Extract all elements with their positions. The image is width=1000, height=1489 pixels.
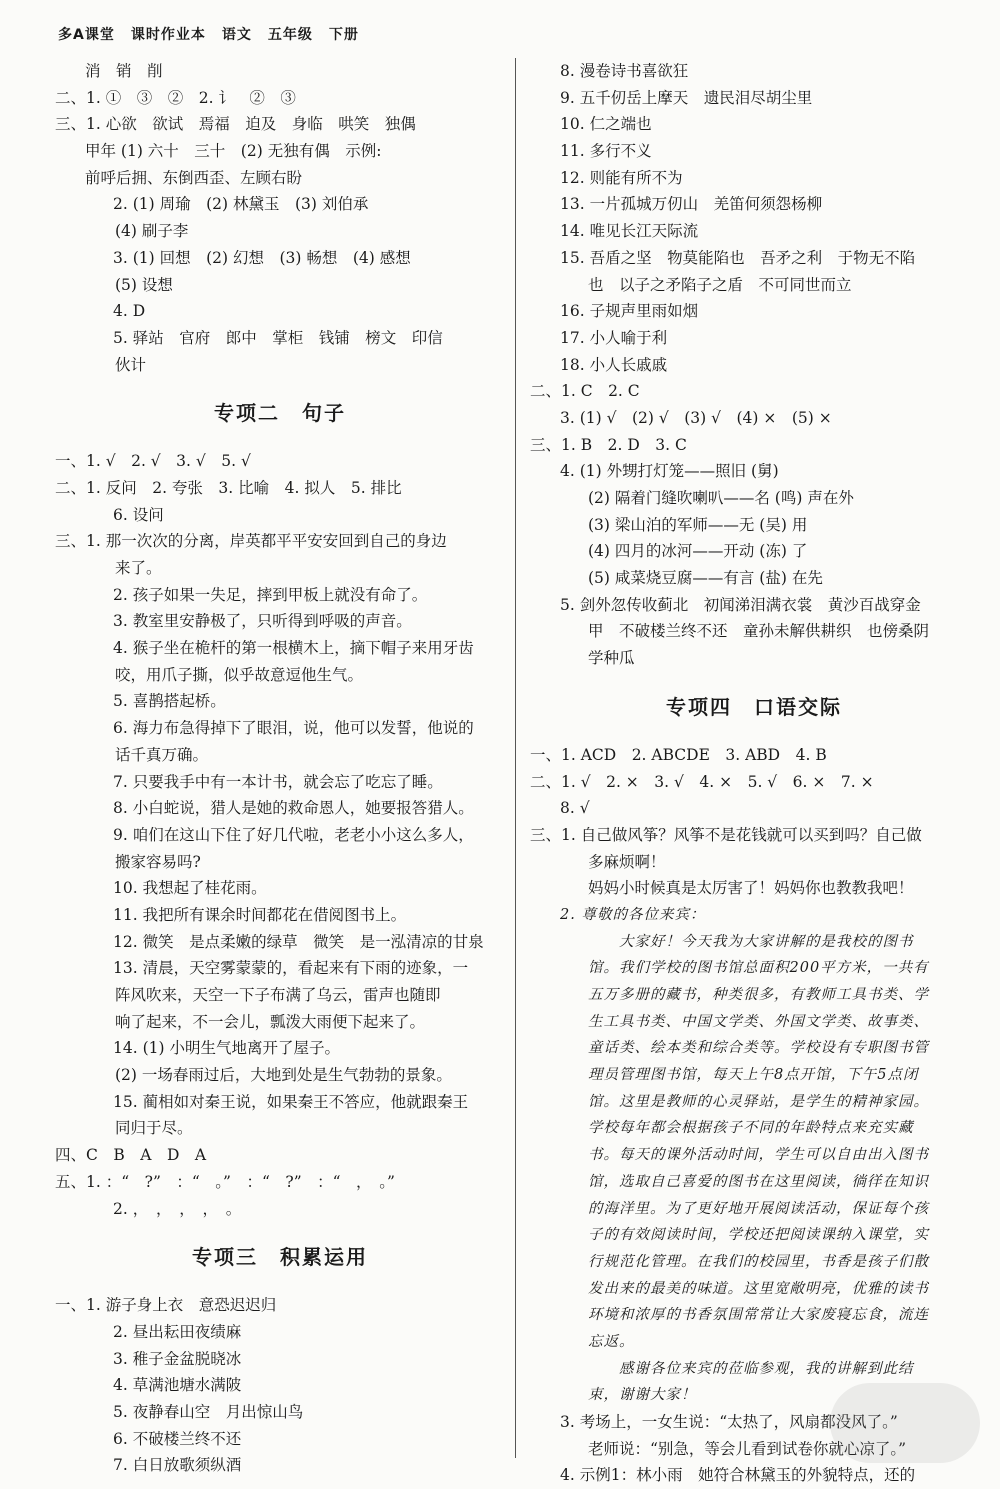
answer-line: 子的有效阅读时间，学校还把阅读课纳入课堂，实 <box>588 1227 929 1244</box>
answer-line: 发出来的最美的味道。这里宽敞明亮，优雅的读书 <box>588 1280 929 1297</box>
column-divider <box>515 58 516 1458</box>
answer-line: 14. (1) 小明生气地离开了屋子。 <box>113 1039 340 1058</box>
answer-line: 三、1. 心欲 欲试 焉福 迫及 身临 哄笑 独偶 <box>55 115 416 134</box>
answer-line: 也 以子之矛陷子之盾 不可同世而立 <box>588 275 852 294</box>
answer-line: 三、1. 自己做风筝？风筝不是花钱就可以买到吗？自己做 <box>530 825 922 844</box>
answer-line: 10. 仁之端也 <box>560 115 652 134</box>
answer-line: 8. 小白蛇说，猎人是她的救命恩人，她要报答猎人。 <box>113 799 474 818</box>
answer-line: 甲 不破楼兰终不还 童孙未解供耕织 也傍桑阴 <box>588 622 930 641</box>
answer-line: 6. 设问 <box>113 505 164 524</box>
answer-line: 10. 我想起了桂花雨。 <box>113 879 267 898</box>
answer-line: 馆。这里是教师的心灵驿站，是学生的精神家园。 <box>588 1093 929 1110</box>
answer-line: 2. 尊敬的各位来宾： <box>560 906 706 923</box>
answer-line: 4. 猴子坐在桅杆的第一根横木上，摘下帽子来用牙齿 <box>113 639 474 658</box>
answer-line: 15. 吾盾之坚 物莫能陷也 吾矛之利 于物无不陷 <box>560 248 916 267</box>
answer-line: 9. 五千仞岳上摩天 遗民泪尽胡尘里 <box>560 88 813 107</box>
answer-line: 3. (1) √ (2) √ (3) √ (4) × (5) × <box>560 408 832 427</box>
answer-line: 13. 清晨，天空雾蒙蒙的，看起来有下雨的迹象，一 <box>113 959 469 978</box>
answer-line: 3. 教室里安静极了，只听得到呼吸的声音。 <box>113 612 412 631</box>
answer-line: 多麻烦啊！ <box>588 852 666 871</box>
answer-line: 阵风吹来，天空一下子布满了乌云，雷声也随即 <box>115 986 441 1004</box>
answer-line: (5) 设想 <box>115 275 173 294</box>
answer-line: 童话类、绘本类和综合类等。学校设有专职图书管 <box>588 1040 929 1057</box>
header-item: 语文 <box>221 27 252 43</box>
answer-line: (4) 刷子李 <box>115 222 189 241</box>
left-column <box>55 58 505 1479</box>
answer-line: 老师说：“别急，等会儿看到试卷你就心凉了。” <box>588 1439 907 1458</box>
answer-line: 7. 白日放歌须纵酒 <box>113 1456 242 1475</box>
answer-line: 4. (1) 外甥打灯笼——照旧 (舅) <box>560 462 779 481</box>
answer-line: 感谢各位来宾的莅临参观，我的讲解到此结 <box>588 1360 914 1377</box>
answer-line: 前呼后拥、东倒西歪、左顾右盼 <box>85 168 303 187</box>
answer-line: 4. D <box>113 302 146 321</box>
answer-line: 3. 考场上，一女生说：“太热了，风扇都没风了。” <box>560 1413 898 1431</box>
answer-line: 书。每天的课外活动时间，学生可以自由出入图书 <box>588 1147 929 1164</box>
section-heading: 专项三 积累运用 <box>192 1245 368 1270</box>
answer-line: 4. 示例1：林小雨 她符合林黛玉的外貌特点，还的 <box>560 1466 916 1485</box>
answer-line: 消 销 削 <box>85 62 163 80</box>
answer-line: 来了。 <box>115 559 162 577</box>
answer-line: 搬家容易吗? <box>115 852 201 871</box>
answer-line: 5. 夜静春山空 月出惊山鸟 <box>113 1402 304 1421</box>
watermark-stamp <box>830 1383 980 1463</box>
answer-line: 五万多册的藏书，种类很多，有教师工具书类、学 <box>588 987 929 1003</box>
answer-line: 4. 草满池塘水满陂 <box>113 1376 242 1395</box>
header-item: 五年级 <box>267 27 313 43</box>
answer-line: 6. 不破楼兰终不还 <box>113 1429 242 1448</box>
answer-line: 一、1. 游子身上衣 意恐迟迟归 <box>55 1296 277 1315</box>
answer-line: (4) 四月的冰河——开动 (冻) 了 <box>588 542 808 561</box>
answer-line: (5) 咸菜烧豆腐——有言 (盐) 在先 <box>588 569 823 588</box>
answer-line: 响了起来，不一会儿，瓢泼大雨便下起来了。 <box>115 1012 426 1031</box>
answer-line: 2. 孩子如果一失足，摔到甲板上就没有命了。 <box>113 585 428 604</box>
answer-line: (2) 隔着门缝吹喇叭——名 (鸣) 声在外 <box>588 489 854 507</box>
answer-line: 16. 子规声里雨如烟 <box>560 302 699 321</box>
answer-line: 14. 唯见长江天际流 <box>560 222 699 241</box>
answer-line: 伙计 <box>115 355 147 374</box>
answer-line: 11. 我把所有课余时间都花在借阅图书上。 <box>113 905 407 924</box>
answer-line: 忘返。 <box>588 1333 635 1350</box>
answer-line: 11. 多行不义 <box>560 142 652 161</box>
answer-line: 四、C B A D A <box>55 1146 207 1165</box>
answer-line: 行规范化管理。在我们的校园里，书香是孩子们散 <box>588 1253 929 1270</box>
answer-line: 17. 小人喻于利 <box>560 328 668 347</box>
answer-line: 妈妈小时候真是太厉害了！妈妈你也教教我吧！ <box>588 879 914 898</box>
answer-line: 学种瓜 <box>588 649 635 668</box>
answer-line: 同归于尽。 <box>115 1119 193 1138</box>
answer-line: 13. 一片孤城万仞山 羌笛何须怨杨柳 <box>560 195 823 214</box>
answer-line: 理员管理图书馆，每天上午8点开馆，下午5点闭 <box>588 1067 919 1084</box>
answer-line: 的海洋里。为了更好地开展阅读活动，保证每个孩 <box>588 1200 929 1217</box>
right-column <box>530 58 978 1489</box>
answer-line: 2. ， ， ， ， 。 <box>113 1199 242 1218</box>
answer-line: 12. 则能有所不为 <box>560 168 683 187</box>
answer-line: 12. 微笑 是点柔嫩的绿草 微笑 是一泓清凉的甘泉 <box>113 932 484 951</box>
section-heading: 专项二 句子 <box>214 401 346 426</box>
answer-line: 学校每年都会根据孩子不同的年龄特点来充实藏 <box>588 1120 914 1137</box>
answer-line: 生工具书类、中国文学类、外国文学类、故事类、 <box>588 1013 929 1030</box>
answer-line: 3. 稚子金盆脱晓冰 <box>113 1349 242 1368</box>
answer-line: 5. 喜鹊搭起桥。 <box>113 692 226 711</box>
answer-line: 五、1. ：“ ?” ：“ 。” ：“ ?” ：“ ， 。” <box>55 1172 395 1191</box>
header-item: 课时作业本 <box>130 27 206 43</box>
answer-line: 9. 咱们在这山下住了好几代啦，老老小小这么多人， <box>113 825 474 844</box>
answer-line: 三、1. B 2. D 3. C <box>530 435 687 454</box>
header-item: 多A课堂 <box>58 27 115 43</box>
answer-line: 话千真万确。 <box>115 745 209 764</box>
answer-line: (3) 梁山泊的军师——无 (吴) 用 <box>588 515 808 534</box>
header-item: 下册 <box>328 27 359 43</box>
answer-line: 18. 小人长戚戚 <box>560 355 668 374</box>
answer-line: 2. 昼出耘田夜绩麻 <box>113 1322 242 1341</box>
answer-line: 7. 只要我手中有一本计书，就会忘了吃忘了睡。 <box>113 772 443 791</box>
answer-line: 束，谢谢大家！ <box>588 1387 697 1404</box>
answer-line: (2) 一场春雨过后，大地到处是生气勃勃的景象。 <box>115 1066 452 1085</box>
answer-line: 馆，选取自己喜爱的图书在这里阅读，徜徉在知识 <box>588 1173 929 1190</box>
answer-line: 5. 驿站 官府 郎中 掌柜 钱铺 榜文 印信 <box>113 328 443 347</box>
answer-line: 馆。我们学校的图书馆总面积200平方米，一共有 <box>588 960 929 977</box>
answer-line: 二、1. 反问 2. 夸张 3. 比喻 4. 拟人 5. 排比 <box>55 478 402 497</box>
page-header <box>58 24 375 44</box>
answer-line: 8. 漫卷诗书喜欲狂 <box>560 62 689 80</box>
answer-line: 大家好！今天我为大家讲解的是我校的图书 <box>588 933 914 950</box>
section-heading: 专项四 口语交际 <box>666 694 842 719</box>
answer-line: 8. √ <box>560 799 590 818</box>
answer-line: 咬，用爪子撕，似乎故意逗他生气。 <box>115 665 364 684</box>
answer-line: 二、1. C 2. C <box>530 382 640 401</box>
answer-line: 甲年 (1) 六十 三十 (2) 无独有偶 示例: <box>85 142 382 161</box>
answer-line: 二、1. ① ③ ② 2. 讠 ② ③ <box>55 88 296 107</box>
answer-line: 15. 蔺相如对秦王说，如果秦王不答应，他就跟秦王 <box>113 1092 469 1111</box>
answer-line: 环境和浓厚的书香氛围常常让大家废寝忘食，流连 <box>588 1307 929 1324</box>
answer-line: 三、1. 那一次次的分离，岸英都平平安安回到自己的身边 <box>55 532 447 551</box>
answer-line: 一、1. √ 2. √ 3. √ 5. √ <box>55 452 251 471</box>
answer-line: 2. (1) 周瑜 (2) 林黛玉 (3) 刘伯承 <box>113 195 369 214</box>
answer-line: 5. 剑外忽传收蓟北 初闻涕泪满衣裳 黄沙百战穿金 <box>560 595 921 614</box>
answer-line: 3. (1) 回想 (2) 幻想 (3) 畅想 (4) 感想 <box>113 248 411 267</box>
answer-line: 6. 海力布急得掉下了眼泪，说，他可以发誓，他说的 <box>113 719 474 738</box>
answer-line: 二、1. √ 2. × 3. √ 4. × 5. √ 6. × 7. × <box>530 772 874 791</box>
answer-line: 一、1. ACD 2. ABCDE 3. ABD 4. B <box>530 745 827 764</box>
